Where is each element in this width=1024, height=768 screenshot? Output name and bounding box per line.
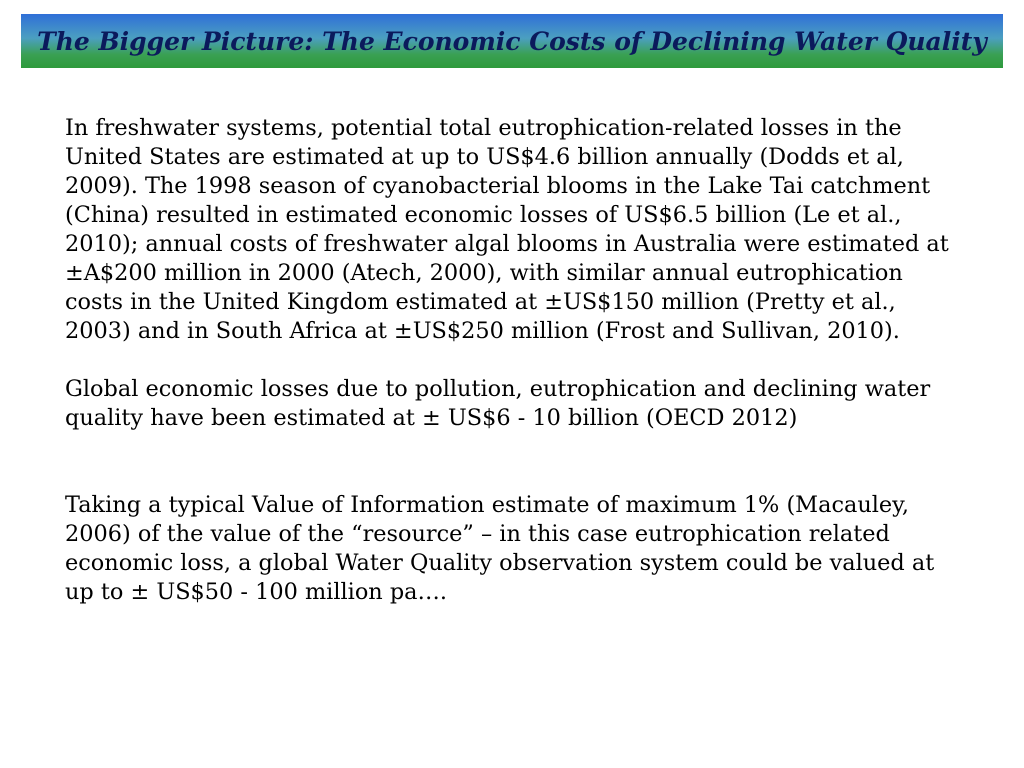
title-bar bbox=[21, 14, 1003, 68]
paragraph-freshwater-losses: In freshwater systems, potential total eutrophication-related losses in the United States are estimated at up to US$4.6 billion annually (Dodds et al, 2009). The 1998 season of cyanobacterial blooms in the Lake Tai catchment (China) resulted in estimated economic losses of US$6.5 billion (Le et al., 2010); annual costs of freshwater algal blooms in Australia were estimated at ±A$200 million in 2000 (Atech, 2000), with similar annual eutrophication costs in the United Kingdom estimated at ±US$150 million (Pretty et al., 2003) and in South Africa at ±US$250 million (Frost and Sullivan, 2010). bbox=[65, 115, 949, 344]
paragraph-value-of-information: Taking a typical Value of Information estimate of maximum 1% (Macauley, 2006) of the value of the “resource” – in this case eutrophication related economic loss, a global Water Quality observation system could be valued at up to ± US$50 - 100 million pa…. bbox=[65, 492, 935, 605]
slide-body bbox=[65, 114, 955, 607]
paragraph-global-losses: Global economic losses due to pollution, eutrophication and declining water quality have been estimated at ± US$6 - 10 billion (OECD 2012) bbox=[65, 376, 931, 431]
slide-title: The Bigger Picture: The Economic Costs of Declining Water Quality bbox=[37, 26, 987, 56]
